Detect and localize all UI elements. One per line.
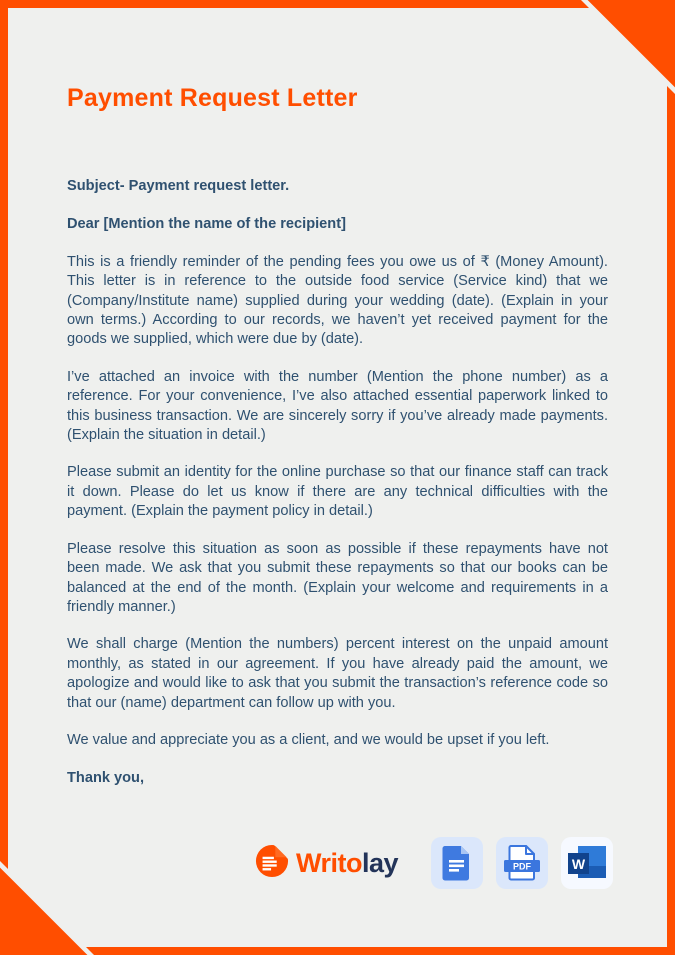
- writolay-wordmark: Writolay: [295, 847, 398, 878]
- letter-paragraph-5: We shall charge (Mention the numbers) percent interest on the unpaid amount monthly, as stated in our agreement. If you have already paid the amount, we apologize and would like to ask that you submit the transaction’s reference code so that our (name) department can follow up with you.: [67, 636, 608, 711]
- word-icon[interactable]: [561, 837, 613, 889]
- writolay-logo-icon: [255, 844, 289, 883]
- subject-line: Subject- Payment request letter.: [67, 178, 290, 194]
- letter-paragraph-6: We value and appreciate you as a client, and we would be upset if you left.: [67, 731, 550, 748]
- svg-text:PDF: PDF: [513, 861, 531, 872]
- salutation-line: Dear [Mention the name of the recipient]: [67, 216, 346, 233]
- writolay-logo[interactable]: [255, 844, 398, 883]
- google-docs-icon[interactable]: [431, 837, 483, 889]
- letter-body: [67, 177, 608, 789]
- pdf-icon[interactable]: [496, 837, 548, 889]
- page-title: Payment Request Letter: [67, 84, 358, 112]
- letter-paragraph-4: Please resolve this situation as soon as possible if these repayments have not been made. We ask that you submit these repayments so that our books can be balanced at the end of the month. (Explain your welcome and requirements in a friendly manner.): [67, 540, 608, 615]
- footer: [0, 837, 613, 889]
- svg-text:W: W: [571, 856, 586, 872]
- letter-paragraph-3: Please submit an identity for the online purchase so that our finance staff can track it down. Please do let us know if there are any technical difficulties with the payment. (Explain the payment policy in detail.): [67, 464, 608, 520]
- letter-paragraph-2: I’ve attached an invoice with the number (Mention the phone number) as a reference. For your convenience, I’ve also attached essential paperwork linked to this business transaction. We are sincerely sorry if you’ve already made payments. (Explain the situation in detail.): [67, 368, 608, 444]
- letter-paragraph-1: This is a friendly reminder of the pending fees you owe us of ₹ (Money Amount). This letter is in reference to the outside food service (Service kind) that we (Company/Institute name) supplied during your wedding (date). (Explain in your own terms.) According to our records, we haven’t yet received payment for the goods we supplied, which were due by (date).: [67, 253, 608, 348]
- signoff-line: Thank you,: [67, 770, 145, 787]
